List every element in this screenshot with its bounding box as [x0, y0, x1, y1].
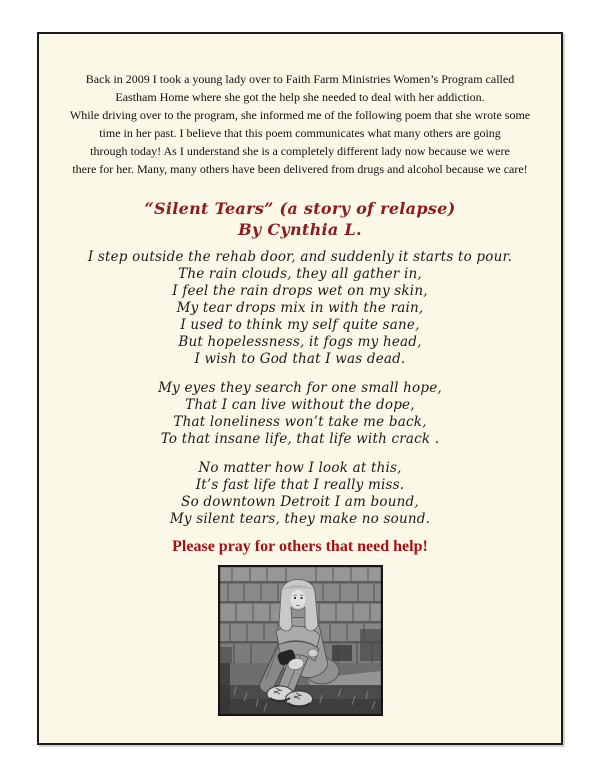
poem-title: “Silent Tears” (a story of relapse) — [144, 199, 456, 218]
poem-line: So downtown Detroit I am bound, — [181, 494, 419, 510]
prayer-call-text: Please pray for others that need help! — [172, 538, 428, 555]
poem-line: My tear drops mix in with the rain, — [176, 300, 424, 316]
poem-line: The rain clouds, they all gather in, — [178, 266, 422, 282]
poem-line: That I can live without the dope, — [185, 397, 415, 413]
intro-paragraph — [39, 70, 561, 178]
poem-line: To that insane life, that life with crack . — [160, 431, 440, 447]
poem-stanza-2 — [39, 380, 561, 448]
poem-stanza-3 — [39, 460, 561, 528]
intro-line: Back in 2009 I took a young lady over to Faith Farm Ministries Women’s Program called — [85, 72, 515, 86]
intro-line: through today! As I understand she is a completely different lady now because we were — [90, 144, 510, 158]
poem-line: But hopelessness, it fogs my head, — [178, 334, 422, 350]
intro-line: While driving over to the program, she informed me of the following poem that she wrote some — [69, 108, 531, 122]
intro-line: time in her past. I believe that this poem communicates what many others are going — [99, 126, 501, 140]
poem-title-block — [39, 198, 561, 240]
poem-line: No matter how I look at this, — [198, 460, 402, 476]
bordered-panel — [37, 32, 563, 745]
poem-line: I used to think my self quite sane, — [180, 317, 420, 333]
poem-line: My eyes they search for one small hope, — [158, 380, 442, 396]
photo-container — [39, 565, 561, 716]
poem-stanza-1 — [39, 249, 561, 368]
poem-line: It’s fast life that I really miss. — [195, 477, 405, 493]
intro-line: there for her. Many, many others have been delivered from drugs and alcohol because we care! — [72, 162, 528, 176]
intro-line: Eastham Home where she got the help she needed to deal with her addiction. — [115, 90, 485, 104]
poem-line: I feel the rain drops wet on my skin, — [172, 283, 428, 299]
poem-line: I wish to God that I was dead. — [194, 351, 406, 367]
poem-line: My silent tears, they make no sound. — [169, 511, 431, 527]
poem-byline: By Cynthia L. — [238, 220, 362, 239]
poem-line: That loneliness won’t take me back, — [173, 414, 427, 430]
poem-line: I step outside the rehab door, and suddenly it starts to pour. — [87, 249, 513, 265]
girl-photo — [218, 565, 383, 716]
